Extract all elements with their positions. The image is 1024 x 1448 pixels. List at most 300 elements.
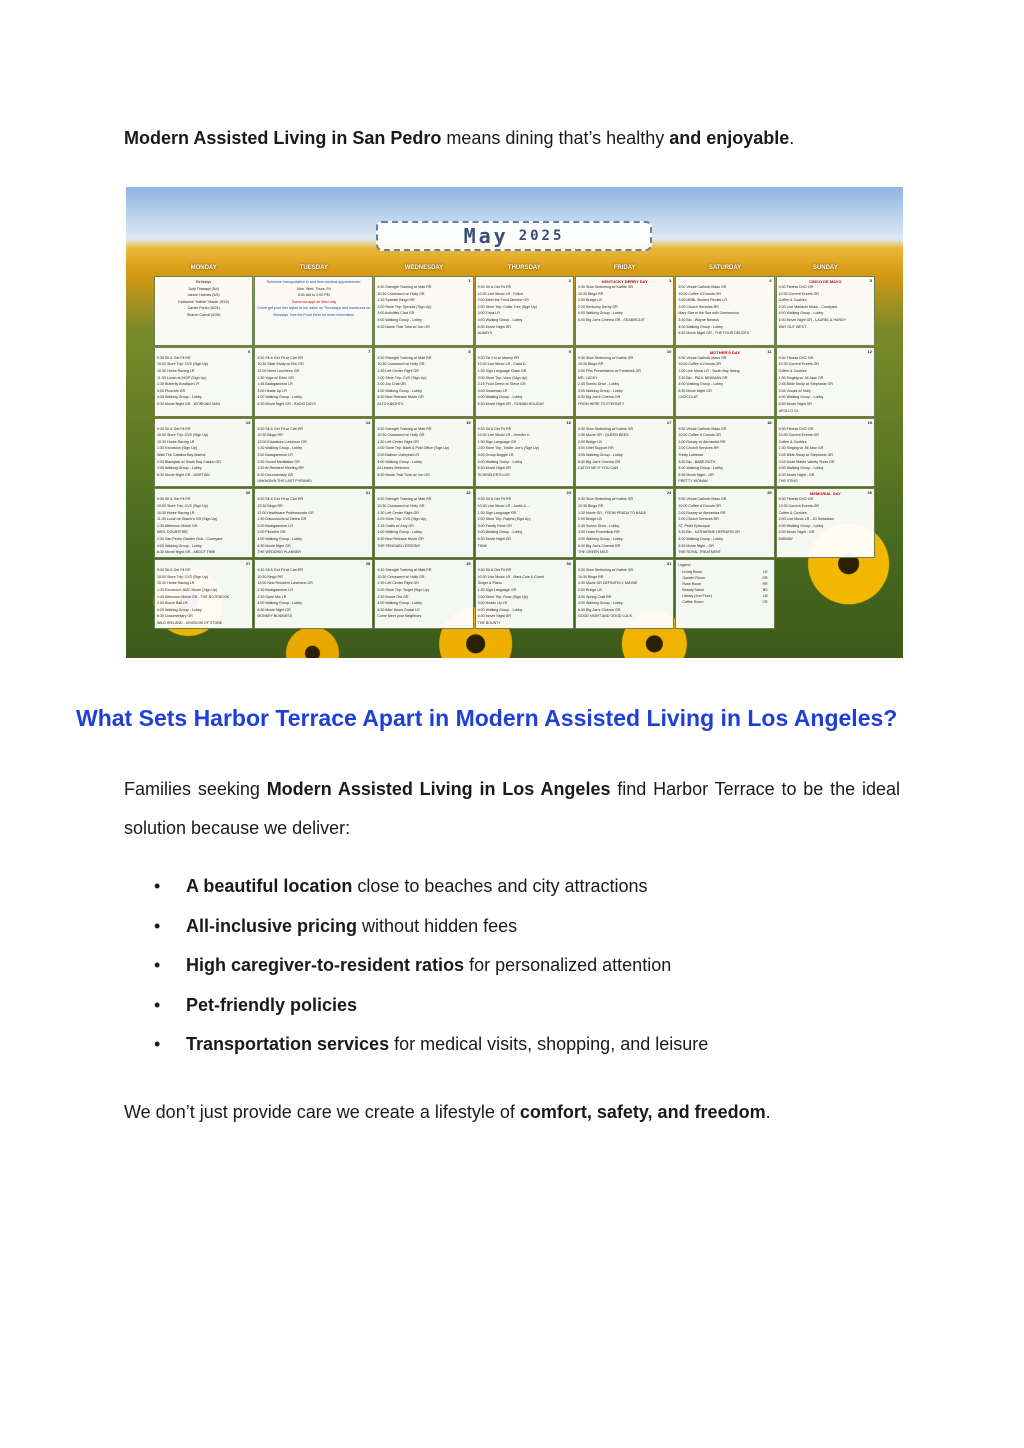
activity-line: MRS. DOUBTFIRE xyxy=(157,530,188,535)
activity-line: 9:30 Strength Training w/ Matt RR xyxy=(377,355,432,360)
intro-bold-2: and enjoyable xyxy=(669,128,790,148)
activity-line: THE ROYAL TREATMENT xyxy=(678,550,721,555)
weekday-header: WEDNESDAY xyxy=(404,265,444,271)
birthday-line: Carole Porcio (6/24) xyxy=(187,306,220,311)
notice-line: Tomorrow appt on Wed only xyxy=(291,299,337,304)
activity-line: 9:30 Fitness DVD GR xyxy=(778,426,814,431)
calendar-day-cell xyxy=(475,418,574,488)
legend-code: RR xyxy=(762,581,768,586)
activity-line: 10:30 Live Music LR - Justin & ... xyxy=(477,503,531,508)
activity-line: 9:30 Strength Training w/ Matt RR xyxy=(377,426,432,431)
section-heading: What Sets Harbor Terrace Apart in Modern Assisted Living in Los Angeles? xyxy=(76,705,898,731)
activity-line: 2:00 Live Mariachi Music - Courtyard xyxy=(778,304,838,309)
activity-line: 4:00 Walking Group - Lobby xyxy=(377,530,422,535)
birthdays-title: Birthdays xyxy=(196,280,212,284)
activity-line: 2:00 Backgammon LR xyxy=(257,523,293,528)
activity-line: WAY OUT WEST xyxy=(778,324,807,329)
activity-line: 6:30 Movie Night GR xyxy=(477,466,512,471)
activity-line: 9:30 Strength Training w/ Matt RR xyxy=(377,497,432,502)
activity-line: 2:00 Balloon Volleyball LR xyxy=(377,452,420,457)
activity-line: 10:30 Crossword w/ Holly GR xyxy=(377,574,425,579)
activity-line: 2:00 Blackjack w/ South Bay Casino GR xyxy=(157,459,221,464)
day-number: 26 xyxy=(867,490,872,496)
calendar-day-cell xyxy=(154,418,253,488)
list-item xyxy=(124,914,924,954)
activity-line: 10:30 Bingo RR xyxy=(578,362,604,367)
intro-text-2: . xyxy=(789,128,795,148)
activity-line: 10:30 Live Music LR - Felice xyxy=(477,291,523,296)
intro-paragraph xyxy=(124,126,924,150)
activity-line: 6:30 Movie Night GR xyxy=(257,543,291,548)
activity-line: Walk The Catalina Bay Marina xyxy=(157,452,206,457)
activity-line: 6:30 Big Joe's Cinema GR xyxy=(578,607,621,612)
activity-line: 9:30 Sit & Get Fit w/ Cari RR xyxy=(257,568,304,573)
activity-line: 10:00 Coffee & Donuts GR xyxy=(678,291,722,296)
activity-line: 10:30 Current Events GR xyxy=(778,362,820,367)
activity-line: MIDWAY xyxy=(778,536,794,541)
activity-line: 9:30 Sit & Get Fit RR xyxy=(157,355,191,360)
activity-line: GOOD NIGHT AND GOOD LUCK xyxy=(578,614,633,619)
activity-line: 3:00 Pinochle GR xyxy=(157,388,186,393)
activity-line: THE WEDDING PLANNER xyxy=(257,550,301,555)
activity-line: 12:00 Healthcare Professionals GR xyxy=(257,510,314,515)
list-item-text: close to beaches and city attractions xyxy=(352,876,648,896)
calendar-day-cell xyxy=(254,347,373,417)
calendar-day-cell xyxy=(776,276,875,346)
weekday-header: SUNDAY xyxy=(812,265,838,271)
activity-line: 4:00 Walking Group - Lobby xyxy=(578,536,623,541)
activity-line: FROM HERE TO ETERNITY xyxy=(578,401,625,406)
activity-line: 9:30 Sit & Get Fit RR xyxy=(477,497,512,502)
activity-line: 10:30 Live Music LR - Jennifer K. xyxy=(477,433,531,438)
activity-line: 2:00 Rosary w/ Alexandra RR xyxy=(678,510,726,515)
calendar-day-cell xyxy=(675,276,774,346)
legend-code: LR xyxy=(763,569,768,574)
calendar-day-cell xyxy=(475,559,574,629)
activity-line: 2:00 Store Trip: Ralphs (Sign Up) xyxy=(477,517,531,522)
calendar-day-cell xyxy=(776,488,875,558)
activity-line: 2:00 Store Trip: CVS (Sign Up) xyxy=(377,375,427,380)
activity-line: 2:30 Sound Meditation GR xyxy=(257,459,300,464)
activity-line: 10:30 Bingo RR xyxy=(578,574,604,579)
activity-line: 2:00 Meet the Food Director GR xyxy=(477,298,529,303)
activity-line: 10:30 Horse Racing LR xyxy=(157,439,195,444)
activity-line: 3:30 Bio - Wayne Newton xyxy=(678,317,719,322)
legend-code: BS xyxy=(762,587,768,592)
activity-line: 2:00 Backgammon LR xyxy=(257,452,293,457)
activity-line: Come Meet your Neighbors xyxy=(377,614,422,619)
activity-line: 9:30 Sit & Get Fit w/ Cari RR xyxy=(257,497,304,502)
calendar-day-cell xyxy=(154,559,253,629)
activity-line: 1:30 Left Center Right GR xyxy=(377,581,419,586)
body-bold-1: Modern Assisted Living in Los Angeles xyxy=(266,779,611,799)
bullet-icon: • xyxy=(154,1034,161,1054)
activity-line: 10:30 Crossword w/ Holly GR xyxy=(377,503,425,508)
activity-line: 2:00 Church Services RR xyxy=(678,517,719,522)
day-number: 21 xyxy=(365,490,371,496)
bullet-icon: • xyxy=(154,876,161,896)
legend-room: Library (2nd Floor) xyxy=(682,593,712,598)
activity-line: 1:30 Discussions w/ Debra GR xyxy=(257,517,307,522)
activity-line: 3:00 Snowman LR xyxy=(477,388,508,393)
activity-line: 4:00 Walking Group - Lobby xyxy=(157,607,202,612)
activity-line: 2:00 Church Services RR xyxy=(678,304,719,309)
activity-line: 3:15 Crafts w/ Amy GR xyxy=(377,523,414,528)
calendar-title xyxy=(376,221,652,251)
special-day-label: KENTUCKY DERBY DAY xyxy=(601,279,648,284)
bullet-icon: • xyxy=(154,994,161,1015)
calendar-day-cell xyxy=(776,347,875,417)
list-item-text: without hidden fees xyxy=(357,915,518,936)
activity-line: 12:00 Mens Luncheon GR xyxy=(257,368,300,373)
birthday-line: Judy Tirasapp (5/4) xyxy=(188,286,220,291)
calendar-day-cell xyxy=(675,347,774,417)
calendar-year: 2025 xyxy=(518,228,565,244)
activity-line: 4:00 Walking Group - Lobby xyxy=(377,459,422,464)
calendar-day-cell xyxy=(575,559,674,629)
activity-line: 9:30 Slow Stretching w/ Kathie GR xyxy=(578,426,634,431)
list-item-bold: Pet-friendly policies xyxy=(186,994,358,1015)
activity-line: CATCH ME IF YOU CAN xyxy=(578,466,618,471)
activity-line: Coffee & Cookies xyxy=(778,298,807,303)
day-number: 16 xyxy=(566,419,571,425)
activity-line: 4:00 Walking Group - Lobby xyxy=(477,530,523,535)
activity-line: 9:30 Sit & Get Fit RR xyxy=(477,426,512,431)
legend-row xyxy=(678,599,771,605)
body-text-2: find Harbor Terrace to be the ideal solution because we deliver: xyxy=(124,779,900,838)
activity-line: 4:00 Walking Group - Lobby xyxy=(778,395,824,400)
day-number: 29 xyxy=(466,561,471,567)
activity-line: 9:30 Slow Stretching w/ Kathie GR xyxy=(578,497,634,502)
day-number: 2 xyxy=(568,278,571,283)
birthday-line: Sharon Carroll (6/26) xyxy=(186,312,221,317)
activity-line: 9:30 Sit & Get Fit RR xyxy=(157,426,191,431)
activity-line: 9:30 Fitness DVD GR xyxy=(778,355,814,360)
activity-line: 9:30 Virtual Catholic Mass GR xyxy=(678,497,727,502)
notice-line: 8:00 AM to 2:00 PM xyxy=(298,293,330,298)
day-number: 25 xyxy=(767,490,772,496)
activity-line: 6:30 Movie Night - GR xyxy=(678,472,714,477)
activity-line: 10:30 Bingo RR xyxy=(257,503,283,508)
activity-line: 2:00 Store Trip: Sprouts (Sign Up) xyxy=(377,304,432,309)
activity-line: 6:30 New Release Movie GR xyxy=(377,536,424,541)
activity-line: 2:00 Rosary w/ Alexandra RR xyxy=(678,439,726,444)
list-item-text: for medical visits, shopping, and leisure xyxy=(389,1034,709,1054)
activity-line: 6:30 Movie Night GR xyxy=(257,607,291,612)
day-number: 5 xyxy=(869,278,872,283)
activity-line: 9:30 Virtual Catholic Mass GR xyxy=(678,426,727,431)
activity-line: 9:30 Virtual Catholic Mass GR xyxy=(678,355,727,360)
calendar-day-cell xyxy=(675,488,774,558)
activity-line: 4:00 Walking Group - Lobby xyxy=(678,324,723,329)
list-item xyxy=(124,1032,924,1072)
day-number: 12 xyxy=(867,348,872,354)
activity-line: 4:00 Walking Group - Lobby xyxy=(377,388,422,393)
calendar-day-cell xyxy=(475,347,574,417)
calendar-day-cell xyxy=(776,418,875,488)
calendar-day-cell xyxy=(154,488,253,558)
activity-line: 2:00 Store Trip: Trader Joe's (Sign Up) xyxy=(477,446,540,451)
activity-line: 2:30 Bocce Out GR xyxy=(377,594,409,599)
activity-line: APOLLO 13 xyxy=(778,408,799,413)
activity-line: 6:00 Big Joe's Cinema GR - SEABISCUIT xyxy=(578,317,645,322)
activity-line: 6:30 Movie Night GR - LAUREL & HARDY xyxy=(778,317,847,322)
calendar-month: May xyxy=(463,224,509,248)
activity-line: 2:00 Store Trip: Rose (Sign Up) xyxy=(477,594,528,599)
activity-line: 10:30 Live Music LR - Mark Cole & Guest xyxy=(477,574,544,579)
activity-line: 4:00 Walking Group - Lobby xyxy=(578,388,623,393)
activity-line: 10:30 Current Events GR xyxy=(778,503,820,508)
activity-line: 6:30 Movie Night GR xyxy=(477,536,512,541)
activity-line: 3:00 Joy Chat GR xyxy=(377,382,406,387)
activity-line: 9:30 Slow Stretching w/ Kathie GR xyxy=(578,355,634,360)
activity-line: 10:30 Current Events GR xyxy=(778,291,820,296)
activity-line: 1:30 Singing w/ Jill Jase GR xyxy=(778,446,824,451)
activity-line: 1:30 Sign Language Class GR xyxy=(477,368,527,373)
list-item xyxy=(124,993,924,1033)
activity-line: 4:00 Walking Group - Lobby xyxy=(578,601,623,606)
activity-line: Mary Star of the Sea with Communion xyxy=(678,311,740,316)
activity-line: 3:00 Heads Up LR xyxy=(477,601,508,606)
activity-line: 6:30 Big Joe's Cinema GR xyxy=(578,459,621,464)
activity-line: 9:30 Strength Training w/ Matt RR xyxy=(377,568,432,573)
activity-line: 10:00 Coffee & Donuts GR xyxy=(678,503,722,508)
activity-line: MR. LUCKY xyxy=(578,375,598,380)
activity-line: 4:00 Walking Group - Lobby xyxy=(257,601,302,606)
activity-line: 6:30 Movie Night GR - WORKING MAN xyxy=(157,401,221,406)
activity-line: 2:00 Live Music LR - JD Sebastian xyxy=(778,517,834,522)
bullet-icon: • xyxy=(154,915,161,936)
calendar-day-cell xyxy=(374,276,473,346)
activity-line: 2:00 Store Trip: Dollar Tree (Sign Up) xyxy=(477,304,537,309)
bullet-icon: • xyxy=(154,955,161,975)
calendar-day-cell xyxy=(374,559,473,629)
activity-line: 6:30 Name That Tune w/ Jon GR xyxy=(377,324,430,329)
calendar-day-cell xyxy=(475,276,574,346)
activity-line: 9:30 Tai Chi w/ Manny RR xyxy=(477,355,520,360)
notice-line: Mon, Wed, Thurs, Fri xyxy=(297,286,331,291)
legend-room: Garden Room xyxy=(682,575,705,580)
activity-line: 1:30 Sign Language GR xyxy=(477,510,517,515)
activity-line: 2:45 Bible Study w/ Stephanie GR xyxy=(778,452,833,457)
day-number: 23 xyxy=(566,490,571,496)
activity-line: MONKEY BUSINESS xyxy=(257,614,293,619)
activity-line: 2:00 Church Services RR xyxy=(678,446,719,451)
day-number: 15 xyxy=(466,419,471,425)
intro-bold-1: Modern Assisted Living in San Pedro xyxy=(124,128,442,148)
activity-line: 9:30 Sit & Get Fit RR xyxy=(157,568,191,573)
activity-line: 10:00 Store Trip: CVS (Sign Up) xyxy=(157,433,209,438)
day-number: 11 xyxy=(767,348,772,354)
activity-line: 2:00 Live Music LR - South Bay Swing xyxy=(678,368,740,373)
legend-room: Living Room xyxy=(682,569,703,574)
activity-line: ST. Peter Episcopal xyxy=(678,523,710,528)
activity-line: 1:30 Movie GR DEFINITELY, MAYBE xyxy=(578,581,638,586)
activity-line: 10:30 Bingo RR xyxy=(257,574,283,579)
activity-line: 2:00 Store Trip: Target (Sign Up) xyxy=(377,587,429,592)
calendar-day-cell xyxy=(575,276,674,346)
activity-line: 4:00 Walking Group - Lobby xyxy=(578,452,623,457)
activity-line: THE BOUNTY xyxy=(477,620,501,625)
activity-line: 9:00 Virtual Catholic Mass GR xyxy=(678,285,727,289)
activity-line: 3:30 Bio - PAUL NEWMAN GR xyxy=(678,375,728,380)
activity-line: 1:30 Sign Language GR xyxy=(477,439,517,444)
activity-line: 1:30 Spanish Bingo RR xyxy=(377,298,415,303)
activity-line: 4:00 Walking Group - Lobby xyxy=(678,466,723,471)
activity-line: 1:45 Backgammon LR xyxy=(257,382,293,387)
activity-line: 6:30 Movie Night GR - THE FOUR DEUCES xyxy=(678,331,750,336)
activity-line: 6:30 Movie Night GR xyxy=(477,614,512,619)
calendar-day-cell xyxy=(374,347,473,417)
activity-line: 4:00 Walking Group - Lobby xyxy=(257,536,302,541)
activity-line: 2:00 Film Presentation w/ Frederick GR xyxy=(578,368,641,373)
weekday-header: THURSDAY xyxy=(507,265,541,271)
activity-line: UNKNOWN THE LAST PYRAMID xyxy=(257,479,312,484)
activity-line: 4:00 Walking Group - Lobby xyxy=(477,317,523,322)
activity-line: 6:30 Movie Night GR xyxy=(678,388,712,393)
activity-line: 4:00 Walking Group - Lobby xyxy=(157,395,202,400)
calendar-day-cell xyxy=(254,488,373,558)
activity-line: 4:00 Walking Group - Lobby xyxy=(377,601,422,606)
activity-line: 11:30 Lunch at Sbarro's GR (Sign Up) xyxy=(157,517,218,522)
day-number: 24 xyxy=(666,490,672,496)
activity-line: 1:30 Movie GR - QUEEN BEES xyxy=(578,433,629,438)
activity-line: 2:30 San Pedro Garden Club - Courtyard xyxy=(157,536,223,541)
activity-line: 4:00 Walking Group - Lobby xyxy=(477,459,523,464)
activity-line: 6:30 Big Joe's Cinema GR xyxy=(578,543,621,548)
activity-line: THE STING xyxy=(778,479,798,484)
activity-line: 6:30 Movie Night GR - ABOUT TIME xyxy=(157,550,216,555)
activity-line: 6:30 Big Joe's Cinema GR xyxy=(578,395,621,400)
activity-line: 2:00 Bridge LB xyxy=(578,439,602,444)
day-number: 20 xyxy=(245,490,251,496)
activity-line: 3:00 Activities Chat GR xyxy=(377,311,415,316)
day-number: 10 xyxy=(666,348,672,354)
calendar-day-cell xyxy=(575,347,674,417)
transportation-notice-box xyxy=(254,276,373,346)
day-number: 1 xyxy=(468,278,471,283)
activity-line: 1:30 Afternoon Movie GR xyxy=(157,523,198,528)
activity-line: TANK xyxy=(477,543,487,548)
activity-line: 9:30 Slow Stretching w/ Kathie GR xyxy=(578,568,634,573)
notice-line: Come get your hair styled at our salon on Thursdays and manicures on xyxy=(257,306,371,311)
activity-line: Trinity Lutheran xyxy=(678,452,704,457)
body-paragraph xyxy=(124,770,900,848)
activity-line: 10:30 Crossword w/ Holly GR xyxy=(377,291,425,296)
activity-line: 9:30 Strength Training w/ Matt RR xyxy=(377,285,432,289)
list-item-bold: All-inclusive pricing xyxy=(186,915,358,936)
notice-line: Mondays. See the Front Desk for more information xyxy=(273,312,355,317)
activity-line: 6:30 Movie Night GR xyxy=(477,324,512,329)
calendar-day-cell xyxy=(154,347,253,417)
activity-line: 3:00 Pinochle GR xyxy=(257,530,286,535)
weekday-header: MONDAY xyxy=(190,265,217,271)
activity-line: 10:00 Coffee & Donuts GR xyxy=(678,433,722,438)
day-number: 17 xyxy=(666,419,672,425)
closing-text-1: We don’t just provide care we create a lifestyle of xyxy=(124,1102,520,1122)
legend-room: Coffee Room xyxy=(682,599,704,604)
activity-line: 2:00 Store Trip: Vons (Sign Up) xyxy=(477,375,528,380)
activity-line: 2:45 Bible Study w/ Stephanie GR xyxy=(778,382,833,387)
activity-line: 3:00 Family Feud GR xyxy=(477,523,512,528)
day-number: 7 xyxy=(368,348,371,354)
list-item-bold: Transportation services xyxy=(186,1034,390,1054)
activity-line: 1:30 Excursion (Sign Up) xyxy=(157,446,197,451)
activity-line: 1:30 Singing w/ Jill Jase GR xyxy=(778,375,824,380)
feature-list xyxy=(124,874,924,1072)
activity-line: 2:00 Bocce Ball LR xyxy=(157,601,188,606)
activity-line: 9:30 Sit & Get Fit RR xyxy=(477,568,512,573)
notice-line: Schedule transportation to and from medical appointments: xyxy=(266,280,361,284)
activity-line: 10:30 Slide Study w/ Eric GR xyxy=(257,362,304,367)
day-number: 4 xyxy=(769,278,772,283)
activity-line: 11:30 Lunch at IHOP (Sign Up) xyxy=(157,375,207,380)
activity-line: 1:45 Afternoon Movie GR - THE NOTEBOOK xyxy=(157,594,230,599)
activity-line: 4:00 Walking Group - Lobby xyxy=(257,395,302,400)
legend-code: GR xyxy=(762,575,768,580)
activity-line: CHOCOLAT xyxy=(678,395,699,400)
activity-line: 4:00 Walking Group - Lobby xyxy=(778,311,824,316)
day-number: 28 xyxy=(365,561,371,567)
day-number: 19 xyxy=(867,419,872,425)
birthdays-box xyxy=(154,276,253,346)
activity-line: 2:00 MBBL Student Recital LR xyxy=(678,298,727,303)
activity-line: SCHINDLER'S LIST xyxy=(477,472,511,477)
list-item xyxy=(124,953,924,993)
activity-line: 4:00 Walking Group - Lobby xyxy=(477,395,523,400)
calendar-day-cell xyxy=(374,488,473,558)
day-number: 30 xyxy=(566,561,571,567)
day-number: 27 xyxy=(245,561,251,567)
activity-calendar-image xyxy=(126,187,903,658)
activity-line: 2:30 Open Mic LR xyxy=(257,594,287,599)
birthday-line: Katharine "Kathie" Marler (5/15) xyxy=(178,299,230,304)
activity-line: 10:30 Bingo RR xyxy=(578,503,604,508)
legend-code: CR xyxy=(762,599,768,604)
activity-line: PRETTY WOMAN xyxy=(678,479,708,484)
activity-line: 2:00 Bridge LB xyxy=(578,587,602,592)
activity-line: 3:30 At Resident Meeting RR xyxy=(257,466,304,471)
activity-line: 3:00 Group Boggle LR xyxy=(477,452,514,457)
day-number: 18 xyxy=(767,419,772,425)
activity-line: 6:30 New Release Movie GR xyxy=(377,395,424,400)
activity-line: 6:30 Movie Night - GR xyxy=(778,472,815,477)
activity-line: 9:30 Fitness DVD GR xyxy=(778,497,814,502)
activity-line: 6:30 Movie Night GR xyxy=(778,401,813,406)
calendar-day-cell xyxy=(575,488,674,558)
special-day-label: CINCO DE MAYO xyxy=(809,279,842,284)
list-item-bold: A beautiful location xyxy=(186,876,353,896)
activity-line: THE PENGUIN LESSONS xyxy=(377,543,420,548)
calendar-day-cell xyxy=(254,418,373,488)
activity-line: 4:00 Walking Group - Lobby xyxy=(157,543,202,548)
activity-line: 9:30 Sit & Get Fit w/ Cari RR xyxy=(257,426,304,431)
activity-line: 3:30 Bio - BABE RUTH xyxy=(678,459,716,464)
activity-line: 6:30 After Hours Social LR xyxy=(377,607,420,612)
activity-line: 6:30 Movie Night GR - ROMAN HOLIDAY xyxy=(477,401,545,406)
activity-line: 2:15 Food Demo w/ Steve GR xyxy=(477,382,526,387)
activity-line: 3:00 Learn Rummikub RR xyxy=(578,530,620,535)
calendar-grid xyxy=(154,261,875,629)
activity-line: 4:00 Walking Group - Lobby xyxy=(157,466,202,471)
activity-line: 9:30 Sit & Get Fit RR xyxy=(477,285,512,289)
activity-line: Coffee & Cookies xyxy=(778,510,807,515)
activity-line: 1:30 Butterfly Boutique LR xyxy=(157,382,199,387)
activity-line: 10:30 Current Events GR xyxy=(778,433,820,438)
activity-line: 6:30 Name That Tune w/ Jon GR xyxy=(377,472,430,477)
intro-text-1: means dining that’s healthy xyxy=(441,128,670,148)
activity-line: ALWAYS xyxy=(477,331,492,336)
